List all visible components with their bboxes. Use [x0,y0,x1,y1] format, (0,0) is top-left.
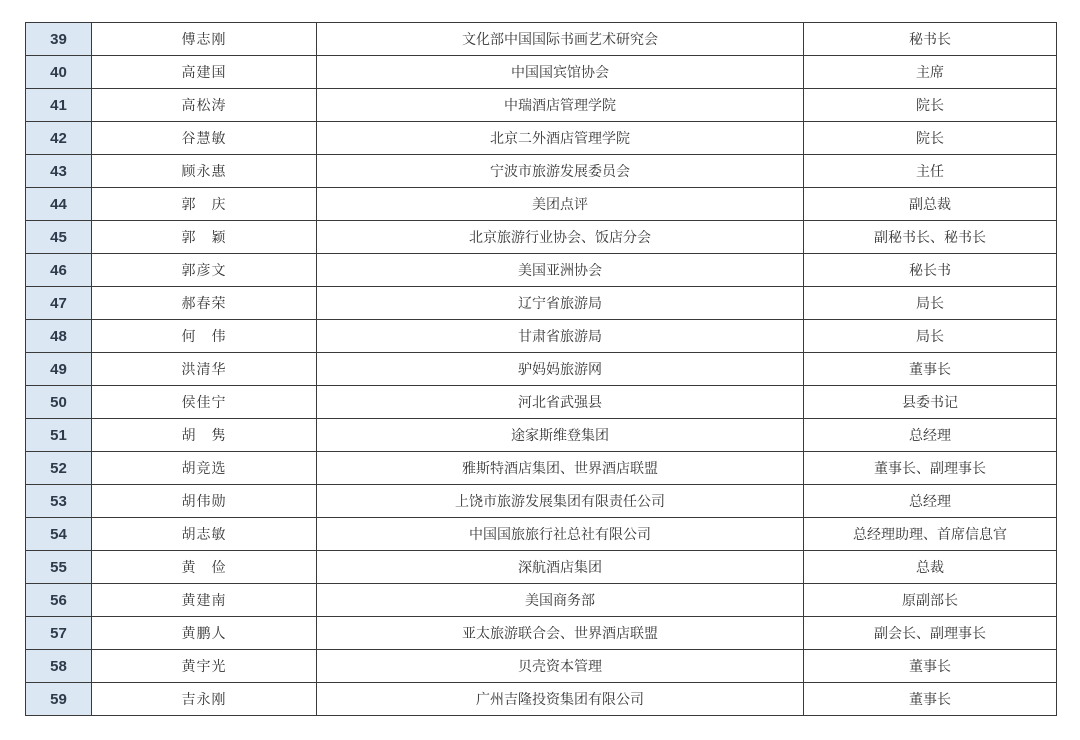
row-number-cell: 48 [26,320,92,353]
position-title-cell: 秘书长 [804,23,1057,56]
position-title-cell: 原副部长 [804,584,1057,617]
organization-cell: 北京二外酒店管理学院 [317,122,804,155]
person-name-cell: 吉永刚 [92,683,317,716]
row-number-cell: 51 [26,419,92,452]
person-name-cell: 胡 隽 [92,419,317,452]
table-row [26,254,1057,287]
table-row [26,287,1057,320]
position-title-cell: 局长 [804,287,1057,320]
row-number-cell: 53 [26,485,92,518]
organization-cell: 上饶市旅游发展集团有限责任公司 [317,485,804,518]
organization-cell: 河北省武强县 [317,386,804,419]
row-number-cell: 46 [26,254,92,287]
organization-cell: 甘肃省旅游局 [317,320,804,353]
table-row [26,56,1057,89]
row-number-cell: 54 [26,518,92,551]
person-name-cell: 黄鹏人 [92,617,317,650]
position-title-cell: 副秘书长、秘书长 [804,221,1057,254]
person-name-cell: 胡志敏 [92,518,317,551]
row-number-cell: 39 [26,23,92,56]
row-number-cell: 43 [26,155,92,188]
table-row [26,617,1057,650]
position-title-cell: 总经理 [804,485,1057,518]
organization-cell: 深航酒店集团 [317,551,804,584]
row-number-cell: 40 [26,56,92,89]
organization-cell: 雅斯特酒店集团、世界酒店联盟 [317,452,804,485]
person-name-cell: 高松涛 [92,89,317,122]
person-name-cell: 高建国 [92,56,317,89]
organization-cell: 贝壳资本管理 [317,650,804,683]
roster-sheet [25,22,1056,716]
table-row [26,89,1057,122]
table-row [26,485,1057,518]
row-number-cell: 42 [26,122,92,155]
table-row [26,584,1057,617]
table-row [26,551,1057,584]
row-number-cell: 57 [26,617,92,650]
position-title-cell: 董事长、副理事长 [804,452,1057,485]
position-title-cell: 院长 [804,89,1057,122]
organization-cell: 宁波市旅游发展委员会 [317,155,804,188]
roster-table-body [26,23,1057,716]
row-number-cell: 52 [26,452,92,485]
table-row [26,155,1057,188]
row-number-cell: 41 [26,89,92,122]
position-title-cell: 主席 [804,56,1057,89]
table-row [26,650,1057,683]
person-name-cell: 郭 颖 [92,221,317,254]
position-title-cell: 总经理 [804,419,1057,452]
person-name-cell: 傅志刚 [92,23,317,56]
table-row [26,320,1057,353]
person-name-cell: 郭彦文 [92,254,317,287]
row-number-cell: 45 [26,221,92,254]
position-title-cell: 董事长 [804,683,1057,716]
person-name-cell: 何 伟 [92,320,317,353]
row-number-cell: 47 [26,287,92,320]
person-name-cell: 郭 庆 [92,188,317,221]
position-title-cell: 副总裁 [804,188,1057,221]
organization-cell: 美团点评 [317,188,804,221]
row-number-cell: 50 [26,386,92,419]
position-title-cell: 秘长书 [804,254,1057,287]
person-name-cell: 胡竞选 [92,452,317,485]
position-title-cell: 总裁 [804,551,1057,584]
person-name-cell: 黄 俭 [92,551,317,584]
row-number-cell: 44 [26,188,92,221]
position-title-cell: 院长 [804,122,1057,155]
organization-cell: 广州吉隆投资集团有限公司 [317,683,804,716]
organization-cell: 驴妈妈旅游网 [317,353,804,386]
roster-table [25,22,1057,716]
person-name-cell: 顾永惠 [92,155,317,188]
position-title-cell: 主任 [804,155,1057,188]
person-name-cell: 侯佳宁 [92,386,317,419]
row-number-cell: 55 [26,551,92,584]
organization-cell: 亚太旅游联合会、世界酒店联盟 [317,617,804,650]
organization-cell: 中瑞酒店管理学院 [317,89,804,122]
table-row [26,518,1057,551]
position-title-cell: 董事长 [804,650,1057,683]
person-name-cell: 洪清华 [92,353,317,386]
table-row [26,23,1057,56]
table-row [26,353,1057,386]
row-number-cell: 58 [26,650,92,683]
position-title-cell: 总经理助理、首席信息官 [804,518,1057,551]
person-name-cell: 郝春荣 [92,287,317,320]
person-name-cell: 黄建南 [92,584,317,617]
table-row [26,419,1057,452]
table-row [26,221,1057,254]
table-row [26,122,1057,155]
position-title-cell: 局长 [804,320,1057,353]
table-row [26,683,1057,716]
position-title-cell: 副会长、副理事长 [804,617,1057,650]
person-name-cell: 谷慧敏 [92,122,317,155]
organization-cell: 途家斯维登集团 [317,419,804,452]
table-row [26,188,1057,221]
row-number-cell: 49 [26,353,92,386]
organization-cell: 中国国宾馆协会 [317,56,804,89]
organization-cell: 中国国旅旅行社总社有限公司 [317,518,804,551]
row-number-cell: 56 [26,584,92,617]
table-row [26,386,1057,419]
organization-cell: 文化部中国国际书画艺术研究会 [317,23,804,56]
organization-cell: 美国亚洲协会 [317,254,804,287]
person-name-cell: 黄宇光 [92,650,317,683]
person-name-cell: 胡伟勋 [92,485,317,518]
organization-cell: 北京旅游行业协会、饭店分会 [317,221,804,254]
organization-cell: 辽宁省旅游局 [317,287,804,320]
organization-cell: 美国商务部 [317,584,804,617]
row-number-cell: 59 [26,683,92,716]
position-title-cell: 董事长 [804,353,1057,386]
table-row [26,452,1057,485]
position-title-cell: 县委书记 [804,386,1057,419]
